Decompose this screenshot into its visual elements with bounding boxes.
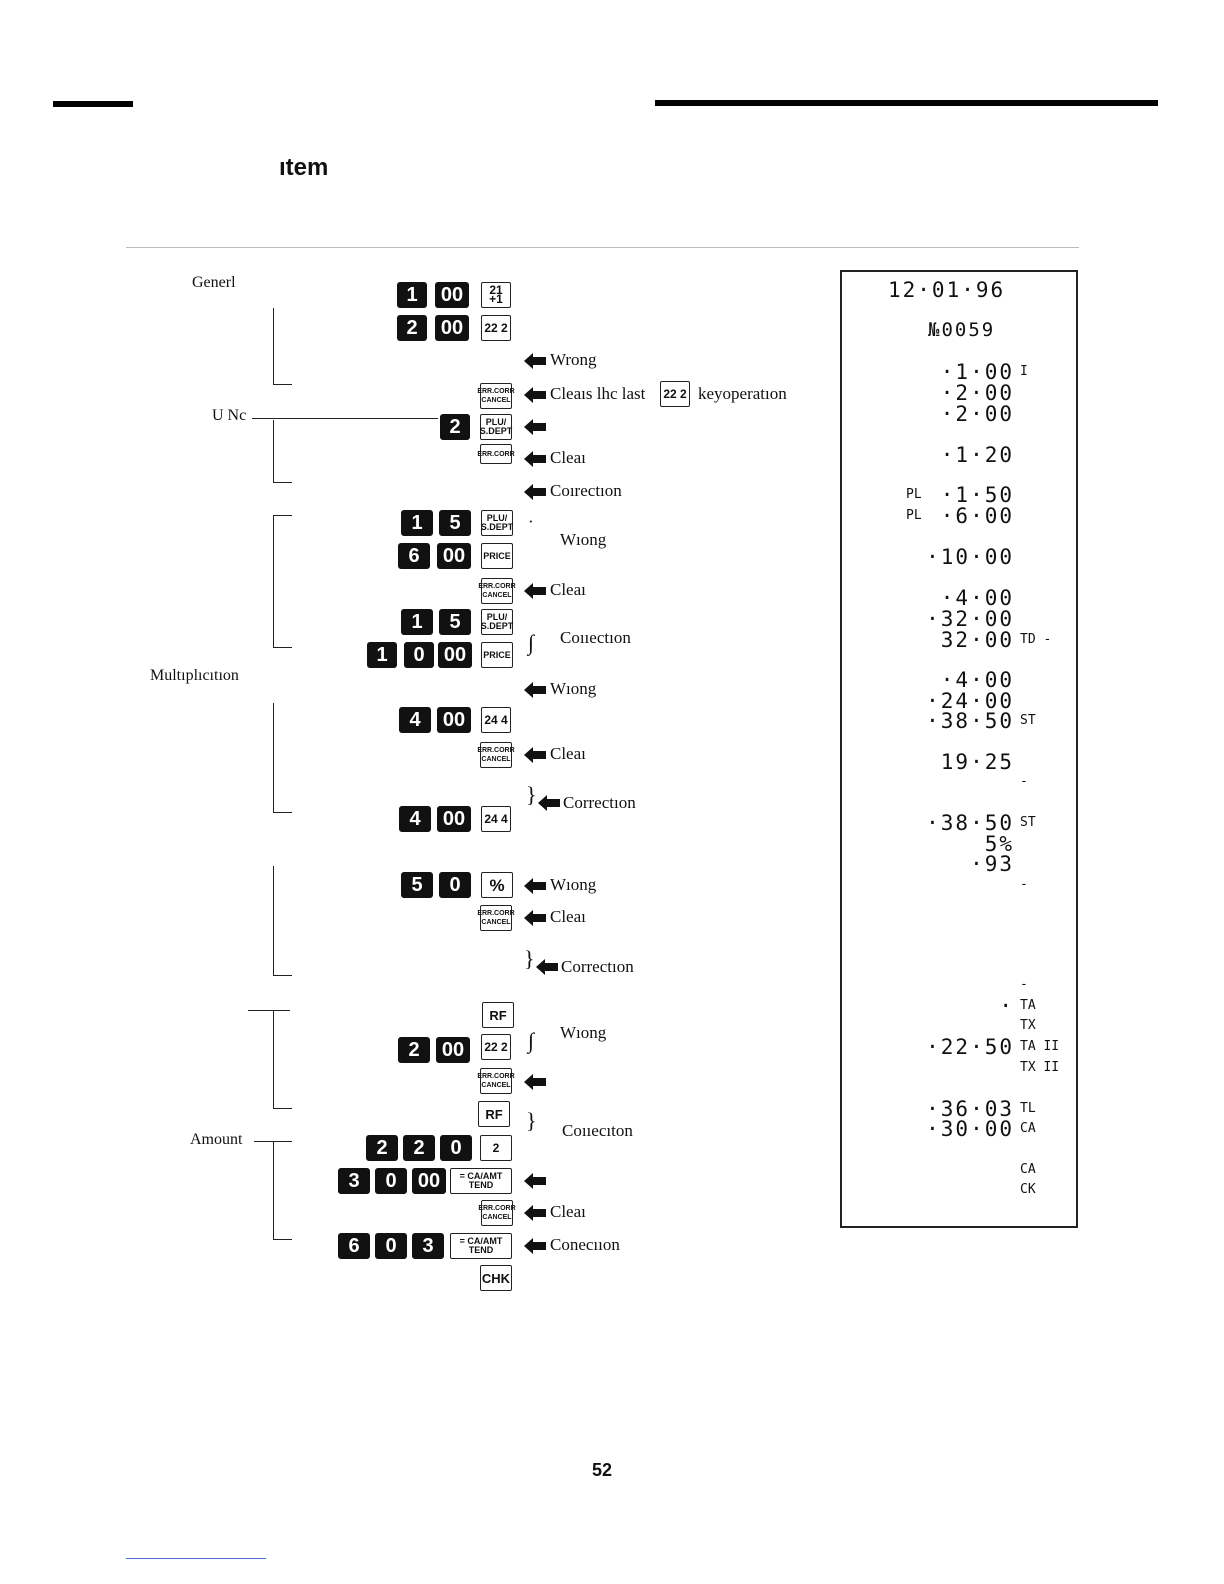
key-0[interactable]: 0 bbox=[375, 1233, 407, 1259]
annotation-wrong: Wrong bbox=[550, 350, 597, 369]
brace: ∫ bbox=[528, 630, 535, 655]
key-err-corr-cancel[interactable]: ERR.CORR CANCEL bbox=[480, 905, 512, 931]
receipt-amount: ·1·00 bbox=[940, 360, 1014, 384]
key-4[interactable]: 4 bbox=[399, 806, 431, 832]
receipt-symbol: CK bbox=[1020, 1182, 1036, 1197]
left-arrow-icon bbox=[524, 1074, 546, 1090]
receipt-amount: 32·00 bbox=[940, 628, 1014, 652]
annotation-dot: · bbox=[528, 512, 534, 531]
receipt-symbol: - bbox=[1020, 877, 1028, 892]
brace: } bbox=[524, 946, 535, 971]
section-divider bbox=[126, 247, 1079, 248]
annotation-correction: Coırectıon bbox=[550, 481, 622, 500]
key-2[interactable]: 2 bbox=[403, 1135, 435, 1161]
key-00[interactable]: 00 bbox=[435, 282, 469, 308]
key-5[interactable]: 5 bbox=[401, 872, 433, 898]
key-2[interactable]: 2 bbox=[366, 1135, 398, 1161]
receipt-amount: ·2·00 bbox=[940, 402, 1014, 426]
annotation-correction-4: Coııecıton bbox=[562, 1121, 633, 1140]
receipt-amount: 19·25 bbox=[940, 750, 1014, 774]
page-title: ıtem bbox=[279, 154, 329, 181]
key-4[interactable]: 4 bbox=[399, 707, 431, 733]
receipt-symbol: CA bbox=[1020, 1121, 1036, 1136]
label-amount: Amount bbox=[190, 1131, 243, 1148]
left-arrow-icon bbox=[536, 959, 558, 975]
bracket-line bbox=[273, 420, 274, 482]
annotation-clear: Cleaı bbox=[550, 448, 586, 467]
annotation-clear: Cleaı bbox=[550, 744, 586, 763]
bracket-line bbox=[273, 703, 274, 812]
key-1[interactable]: 1 bbox=[397, 282, 427, 308]
key-ca-amt-tend[interactable]: = CA/AMT TEND bbox=[450, 1233, 512, 1259]
left-arrow-icon bbox=[524, 682, 546, 698]
receipt-amount: ·32·00 bbox=[926, 607, 1014, 631]
bracket-line bbox=[273, 647, 292, 648]
key-2[interactable]: 2 bbox=[398, 1037, 430, 1063]
left-arrow-icon bbox=[524, 484, 546, 500]
left-arrow-icon bbox=[524, 910, 546, 926]
receipt-symbol: TA bbox=[1020, 998, 1036, 1013]
key-0[interactable]: 0 bbox=[439, 872, 471, 898]
key-0[interactable]: 0 bbox=[375, 1168, 407, 1194]
annotation-wrong-2: Wıong bbox=[550, 875, 597, 894]
left-arrow-icon bbox=[524, 583, 546, 599]
receipt-amount: ·36·03 bbox=[926, 1097, 1014, 1121]
key-5[interactable]: 5 bbox=[439, 510, 471, 536]
receipt-amount: ·38·50 bbox=[926, 709, 1014, 733]
key-chk[interactable]: CHK bbox=[480, 1265, 512, 1291]
key-2[interactable]: 2 bbox=[440, 414, 470, 440]
key-ca-amt-tend[interactable]: = CA/AMT TEND bbox=[450, 1168, 512, 1194]
receipt bbox=[840, 270, 1078, 1228]
bracket-line bbox=[248, 1010, 290, 1011]
key-1[interactable]: 1 bbox=[401, 510, 433, 536]
key-dept-plus1[interactable]: 21 +1 bbox=[481, 282, 511, 308]
label-u-no: U Nc bbox=[212, 407, 247, 424]
receipt-amount: ·93 bbox=[970, 852, 1014, 876]
key-00[interactable]: 00 bbox=[437, 707, 471, 733]
key-1[interactable]: 1 bbox=[401, 609, 433, 635]
bracket-line bbox=[273, 482, 292, 483]
annotation-wrong-2: Wıong bbox=[560, 530, 607, 549]
u-no-leader bbox=[252, 418, 438, 419]
annotation-wrong-2: Wıong bbox=[550, 679, 597, 698]
receipt-amount: ·22·50 bbox=[926, 1035, 1014, 1059]
page-number: 52 bbox=[592, 1460, 613, 1480]
key-00[interactable]: 00 bbox=[412, 1168, 446, 1194]
key-err-corr-cancel[interactable]: ERR.CORR CANCEL bbox=[481, 578, 513, 604]
key-3[interactable]: 3 bbox=[412, 1233, 444, 1259]
receipt-date: 12·01·96 bbox=[888, 278, 1006, 302]
bracket-line bbox=[273, 1010, 274, 1108]
header-rule-left bbox=[53, 101, 133, 107]
receipt-symbol: - bbox=[1020, 774, 1028, 789]
key-00[interactable]: 00 bbox=[438, 642, 472, 668]
left-arrow-icon bbox=[524, 419, 546, 435]
key-percent[interactable]: % bbox=[481, 872, 513, 898]
key-dept-4[interactable]: 24 4 bbox=[481, 707, 511, 733]
annotation-correction-3: Correctıon bbox=[563, 793, 636, 812]
receipt-amount: ·38·50 bbox=[926, 811, 1014, 835]
bracket-line bbox=[273, 1239, 292, 1240]
key-dept-2-partial[interactable]: 2 bbox=[480, 1135, 512, 1161]
brace: } bbox=[526, 782, 537, 807]
key-0[interactable]: 0 bbox=[440, 1135, 472, 1161]
receipt-symbol: TX II bbox=[1020, 1060, 1060, 1075]
key-dept-2[interactable]: 22 2 bbox=[481, 1034, 511, 1060]
key-5[interactable]: 5 bbox=[439, 609, 471, 635]
receipt-symbol: TX bbox=[1020, 1018, 1036, 1033]
left-arrow-icon bbox=[524, 387, 546, 403]
receipt-amount: ·30·00 bbox=[926, 1117, 1014, 1141]
left-arrow-icon bbox=[524, 878, 546, 894]
bracket-line bbox=[273, 812, 292, 813]
key-rf[interactable]: RF bbox=[478, 1101, 510, 1127]
key-plu-sdept[interactable]: PLU/ S.DEPT bbox=[480, 414, 512, 440]
key-price[interactable]: PRICE bbox=[481, 642, 513, 668]
key-0[interactable]: 0 bbox=[404, 642, 434, 668]
receipt-amount: ·4·00 bbox=[940, 668, 1014, 692]
bracket-line bbox=[273, 1141, 274, 1239]
receipt-symbol: ST bbox=[1020, 713, 1036, 728]
header-rule-right bbox=[655, 100, 1158, 106]
left-arrow-icon bbox=[524, 747, 546, 763]
key-price[interactable]: PRICE bbox=[481, 543, 513, 569]
bracket-line bbox=[273, 515, 292, 516]
receipt-symbol: I bbox=[1020, 364, 1028, 379]
left-arrow-icon bbox=[538, 795, 560, 811]
left-arrow-icon bbox=[524, 1238, 546, 1254]
left-arrow-icon bbox=[524, 1173, 546, 1189]
receipt-symbol: - bbox=[1020, 977, 1028, 992]
key-6[interactable]: 6 bbox=[338, 1233, 370, 1259]
label-multiplication: Multıplıcıtıon bbox=[150, 667, 239, 684]
bracket-line bbox=[273, 975, 292, 976]
receipt-symbol: TA II bbox=[1020, 1039, 1060, 1054]
key-err-corr-cancel[interactable]: ERR.CORR CANCEL bbox=[480, 742, 512, 768]
receipt-symbol: CA bbox=[1020, 1162, 1036, 1177]
key-plu-sdept[interactable]: PLU/ S.DEPT bbox=[481, 609, 513, 635]
key-dept-4[interactable]: 24 4 bbox=[481, 806, 511, 832]
key-1[interactable]: 1 bbox=[367, 642, 397, 668]
receipt-amount: ·6·00 bbox=[940, 504, 1014, 528]
key-err-corr-cancel[interactable]: ERR.CORR CANCEL bbox=[480, 1068, 512, 1094]
annotation-wrong-2: Wıong bbox=[560, 1023, 607, 1042]
key-00[interactable]: 00 bbox=[437, 806, 471, 832]
key-2[interactable]: 2 bbox=[397, 315, 427, 341]
receipt-amount: ·2·00 bbox=[940, 381, 1014, 405]
key-dept-2-inline: 22 2 bbox=[660, 381, 690, 407]
annotation-key-operation: keyoperatıon bbox=[698, 384, 787, 403]
receipt-amount: ·10·00 bbox=[926, 545, 1014, 569]
footer-rule bbox=[126, 1558, 266, 1559]
left-arrow-icon bbox=[524, 451, 546, 467]
key-00[interactable]: 00 bbox=[436, 1037, 470, 1063]
bracket-line bbox=[273, 1108, 292, 1109]
brace: } bbox=[526, 1108, 537, 1133]
label-general: Generl bbox=[192, 274, 236, 291]
receipt-prefix: PL bbox=[906, 508, 922, 523]
key-3[interactable]: 3 bbox=[338, 1168, 370, 1194]
bracket-line bbox=[273, 515, 274, 647]
bracket-line bbox=[273, 308, 274, 384]
left-arrow-icon bbox=[524, 1205, 546, 1221]
key-plu-sdept[interactable]: PLU/ S.DEPT bbox=[481, 510, 513, 536]
receipt-amount: ·4·00 bbox=[940, 586, 1014, 610]
annotation-correction-2: Coııectıon bbox=[560, 628, 631, 647]
annotation-clear: Cleaı bbox=[550, 580, 586, 599]
receipt-symbol: TD - bbox=[1020, 632, 1052, 647]
receipt-amount: ·1·20 bbox=[940, 443, 1014, 467]
key-err-corr-cancel[interactable]: ERR.CORR CANCEL bbox=[481, 1200, 513, 1226]
receipt-amount: ·1·50 bbox=[940, 483, 1014, 507]
receipt-symbol: TL bbox=[1020, 1101, 1036, 1116]
key-dept-2[interactable]: 22 2 bbox=[481, 315, 511, 341]
annotation-correction-3: Correctıon bbox=[561, 957, 634, 976]
bracket-line bbox=[273, 384, 292, 385]
annotation-correction-5: Conecııon bbox=[550, 1235, 620, 1254]
receipt-amount: 5% bbox=[984, 832, 1014, 856]
receipt-symbol: ST bbox=[1020, 815, 1036, 830]
receipt-number: №0059 bbox=[928, 319, 996, 341]
annotation-clears-last: Cleaıs lhc last bbox=[550, 384, 646, 403]
bracket-line bbox=[273, 866, 274, 975]
receipt-amount: ·24·00 bbox=[926, 689, 1014, 713]
receipt-prefix: PL bbox=[906, 487, 922, 502]
key-rf[interactable]: RF bbox=[482, 1002, 514, 1028]
receipt-amount: · bbox=[999, 994, 1014, 1018]
key-6[interactable]: 6 bbox=[398, 543, 430, 569]
annotation-clear: Cleaı bbox=[550, 907, 586, 926]
annotation-clear: Cleaı bbox=[550, 1202, 586, 1221]
key-err-corr-cancel[interactable]: ERR.CORR CANCEL bbox=[480, 383, 512, 409]
key-err-corr[interactable]: ERR.CORR bbox=[480, 444, 512, 464]
key-00[interactable]: 00 bbox=[437, 543, 471, 569]
key-00[interactable]: 00 bbox=[435, 315, 469, 341]
left-arrow-icon bbox=[524, 353, 546, 369]
brace: ∫ bbox=[528, 1028, 535, 1053]
